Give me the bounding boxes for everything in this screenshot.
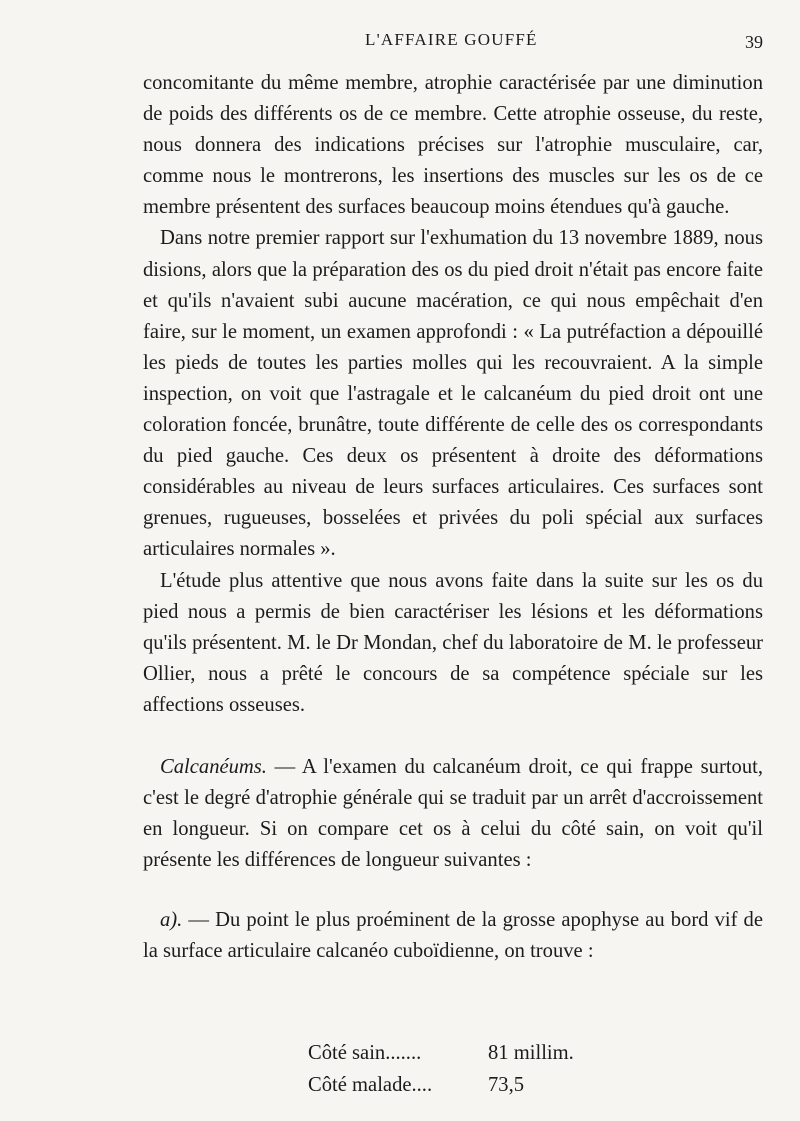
measurement-label: Côté sain....... (308, 1042, 422, 1064)
paragraph-study: L'étude plus attentive que nous avons faite dans la suite sur les os du pied nous a permis de bien caractériser les lésions et les déformations qu'ils présentent. M. le Dr Mondan, chef du laboratoire de M. le professeur Ollier, nous a prêté le concours de sa compétence spéciale sur les affections osseuses. (143, 569, 763, 716)
paragraph-first-report: Dans notre premier rapport sur l'exhumation du 13 novembre 1889, nous disions, alors que la préparation des os du pied droit n'était pas encore faite et qu'ils n'avaient subi aucune macération, ce qui nous empêchait d'en faire, sur le moment, un examen approfondi : « La putréfaction a dépouillé les pieds de toutes les parties molles qui les recouvraient. A la simple inspection, on voit que l'astragale et le calcanéum du pied droit ont une coloration foncée, brunâtre, toute différente de celle des os correspondants du pied gauche. Ces deux os présentent à droite des déformations considérables au niveau de leurs surfaces articulaires. Ces surfaces sont grenues, rugueuses, bosselées et privées du poli spécial aux surfaces articulaires normales ». (143, 227, 763, 561)
measurement-label: Côté malade.... (308, 1074, 433, 1096)
section-heading-calcaneums: Calcanéums. (160, 755, 267, 778)
paragraph-item-a (143, 905, 763, 967)
measurement-row (308, 1069, 598, 1101)
body-text (143, 68, 763, 968)
running-title: L'AFFAIRE GOUFFÉ (365, 30, 538, 49)
item-label-a: a). (160, 909, 183, 932)
measurement-value: 81 millim. (488, 1042, 574, 1064)
paragraph-continuation: concomitante du même membre, atrophie caractérisée par une diminution de poids des différents os de ce membre. Cette atrophie osseuse, du reste, nous donnera des indications précises sur l'atrophie musculaire, car, comme nous le montrerons, les insertions des muscles sur les os de ce membre présentent des surfaces beaucoup moins étendues qu'à gauche. (143, 72, 763, 219)
paragraph-calcaneums-text: — A l'examen du calcanéum droit, ce qui frappe surtout, c'est le degré d'atrophie générale qui se traduit par un arrêt d'accroissement en longueur. Si on compare cet os à celui du côté sain, on voit qu'il présente les différences de longueur suivantes : (143, 755, 763, 872)
measurement-table (308, 1037, 598, 1101)
page-number: 39 (745, 32, 763, 52)
paragraph-calcaneums (143, 752, 763, 876)
running-head (0, 30, 800, 54)
paragraph-item-a-text: — Du point le plus proéminent de la grosse apophyse au bord vif de la surface articulaire calcanéo cuboïdienne, on trouve : (143, 909, 763, 963)
measurement-row (308, 1037, 598, 1069)
measurement-value: 73,5 (488, 1074, 525, 1096)
